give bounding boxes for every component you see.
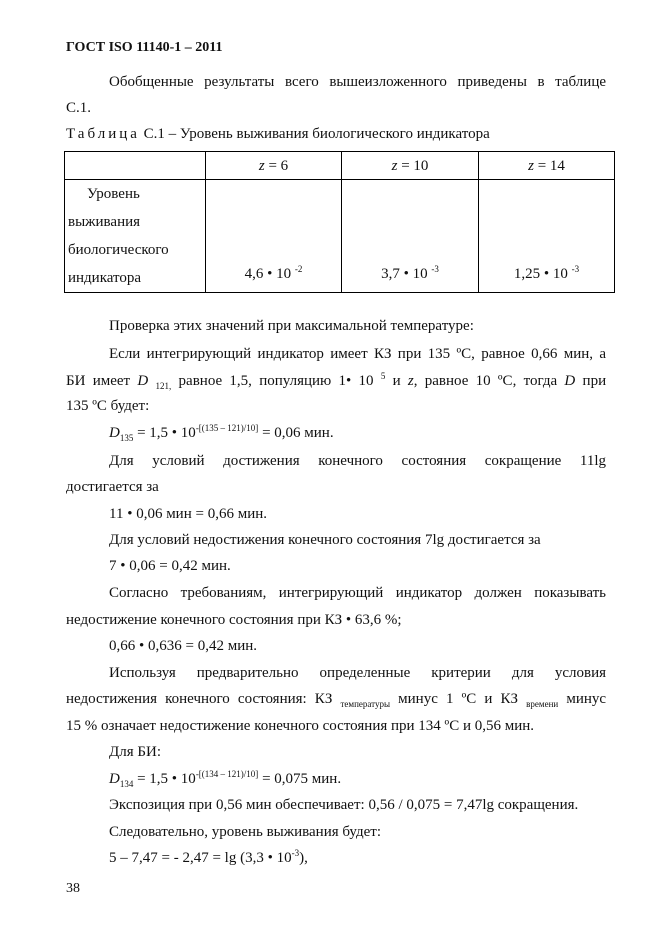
table-cell: 3,7 • 10 $^{-3}$ bbox=[342, 180, 479, 293]
paragraph-exposure: Экспозиция при 0,56 мин обеспечивает: 0,56 / 0,075 = 7,47lg сокращения. bbox=[109, 797, 579, 813]
table-corner-cell bbox=[65, 152, 206, 180]
table-header-cell: z = 14 bbox=[479, 152, 615, 180]
formula-11: 11 • 0,06 мин = 0,66 мин. bbox=[109, 506, 267, 522]
table-caption-text: С.1 – Уровень выживания биологического индикатора bbox=[143, 126, 490, 142]
page-number: 38 bbox=[66, 881, 80, 896]
table-caption-label: Таблица bbox=[66, 126, 140, 142]
table-header-cell: z = 10 bbox=[342, 152, 479, 180]
table-cell: 1,25 • 10 $^{-3}$ bbox=[479, 180, 615, 293]
paragraph-reach-1: Для условий достижения конечного состояния сокращение 11lg bbox=[109, 453, 606, 469]
table-cell: 4,6 • 10 $^{-2}$ bbox=[206, 180, 342, 293]
formula-final: 5 – 7,47 = - 2,47 = lg (3,3 • $10^{-3}$), bbox=[109, 848, 308, 866]
paragraph-indicator-3: 135 ºС будет: bbox=[66, 398, 150, 414]
paragraph-criteria-1: Используя предварительно определенные критерии для условия bbox=[109, 665, 606, 681]
formula-d134: $D_{134} = 1,5$ • $10^{-[(134 - 121)/10]} = 0,075$ мин. bbox=[109, 769, 342, 789]
paragraph-criteria-2: недостижения конечного состояния: КЗ $_{температуры}$ минус 1 ºС и КЗ $_{времени}$ минус bbox=[66, 691, 607, 709]
paragraph-criteria-3: 15 % означает недостижение конечного состояния при 134 ºС и 0,56 мин. bbox=[66, 718, 535, 734]
document-header: ГОСТ ISO 11140-1 – 2011 bbox=[66, 40, 223, 55]
row-label-line: выживания bbox=[68, 214, 141, 230]
paragraph-no-reach: Для условий недостижения конечного состояния 7lg достигается за bbox=[109, 532, 541, 548]
row-label-line: Уровень bbox=[87, 186, 140, 202]
paragraph-check: Проверка этих значений при максимальной температуре: bbox=[109, 318, 474, 334]
table-header-cell: z = 6 bbox=[206, 152, 342, 180]
paragraph-requirements-2: недостижение конечного состояния при КЗ • 63,6 %; bbox=[66, 612, 402, 628]
row-label-cell bbox=[65, 180, 206, 293]
paragraph-indicator-2: БИ имеет D $_{121,}$ равное 1,5, популяцию 1• 10 $^5$ и z, равное 10 ºС, тогда D при bbox=[66, 371, 607, 391]
table-row bbox=[65, 180, 615, 293]
paragraph-indicator-1: Если интегрирующий индикатор имеет КЗ при 135 ºС, равное 0,66 мин, а bbox=[109, 346, 606, 362]
intro-line-1: Обобщенные результаты всего вышеизложенного приведены в таблице bbox=[109, 74, 606, 90]
paragraph-requirements-1: Согласно требованиям, интегрирующий индикатор должен показывать bbox=[109, 585, 606, 601]
paragraph-reach-2: достигается за bbox=[66, 479, 159, 495]
row-label-line: индикатора bbox=[68, 270, 142, 286]
paragraph-consequently: Следовательно, уровень выживания будет: bbox=[109, 824, 381, 840]
formula-7: 7 • 0,06 = 0,42 мин. bbox=[109, 558, 231, 574]
table-header-row bbox=[65, 152, 615, 180]
row-label-line: биологического bbox=[68, 242, 169, 258]
intro-line-2: С.1. bbox=[66, 100, 92, 116]
formula-066: 0,66 • 0,636 = 0,42 мин. bbox=[109, 638, 258, 654]
table-caption bbox=[66, 125, 490, 143]
paragraph-bi: Для БИ: bbox=[109, 744, 161, 760]
survival-table bbox=[64, 151, 615, 293]
formula-d135: $D_{135} = 1,5$ • $10^{-[(135 - 121)/10]} = 0,06$ мин. bbox=[109, 423, 334, 443]
